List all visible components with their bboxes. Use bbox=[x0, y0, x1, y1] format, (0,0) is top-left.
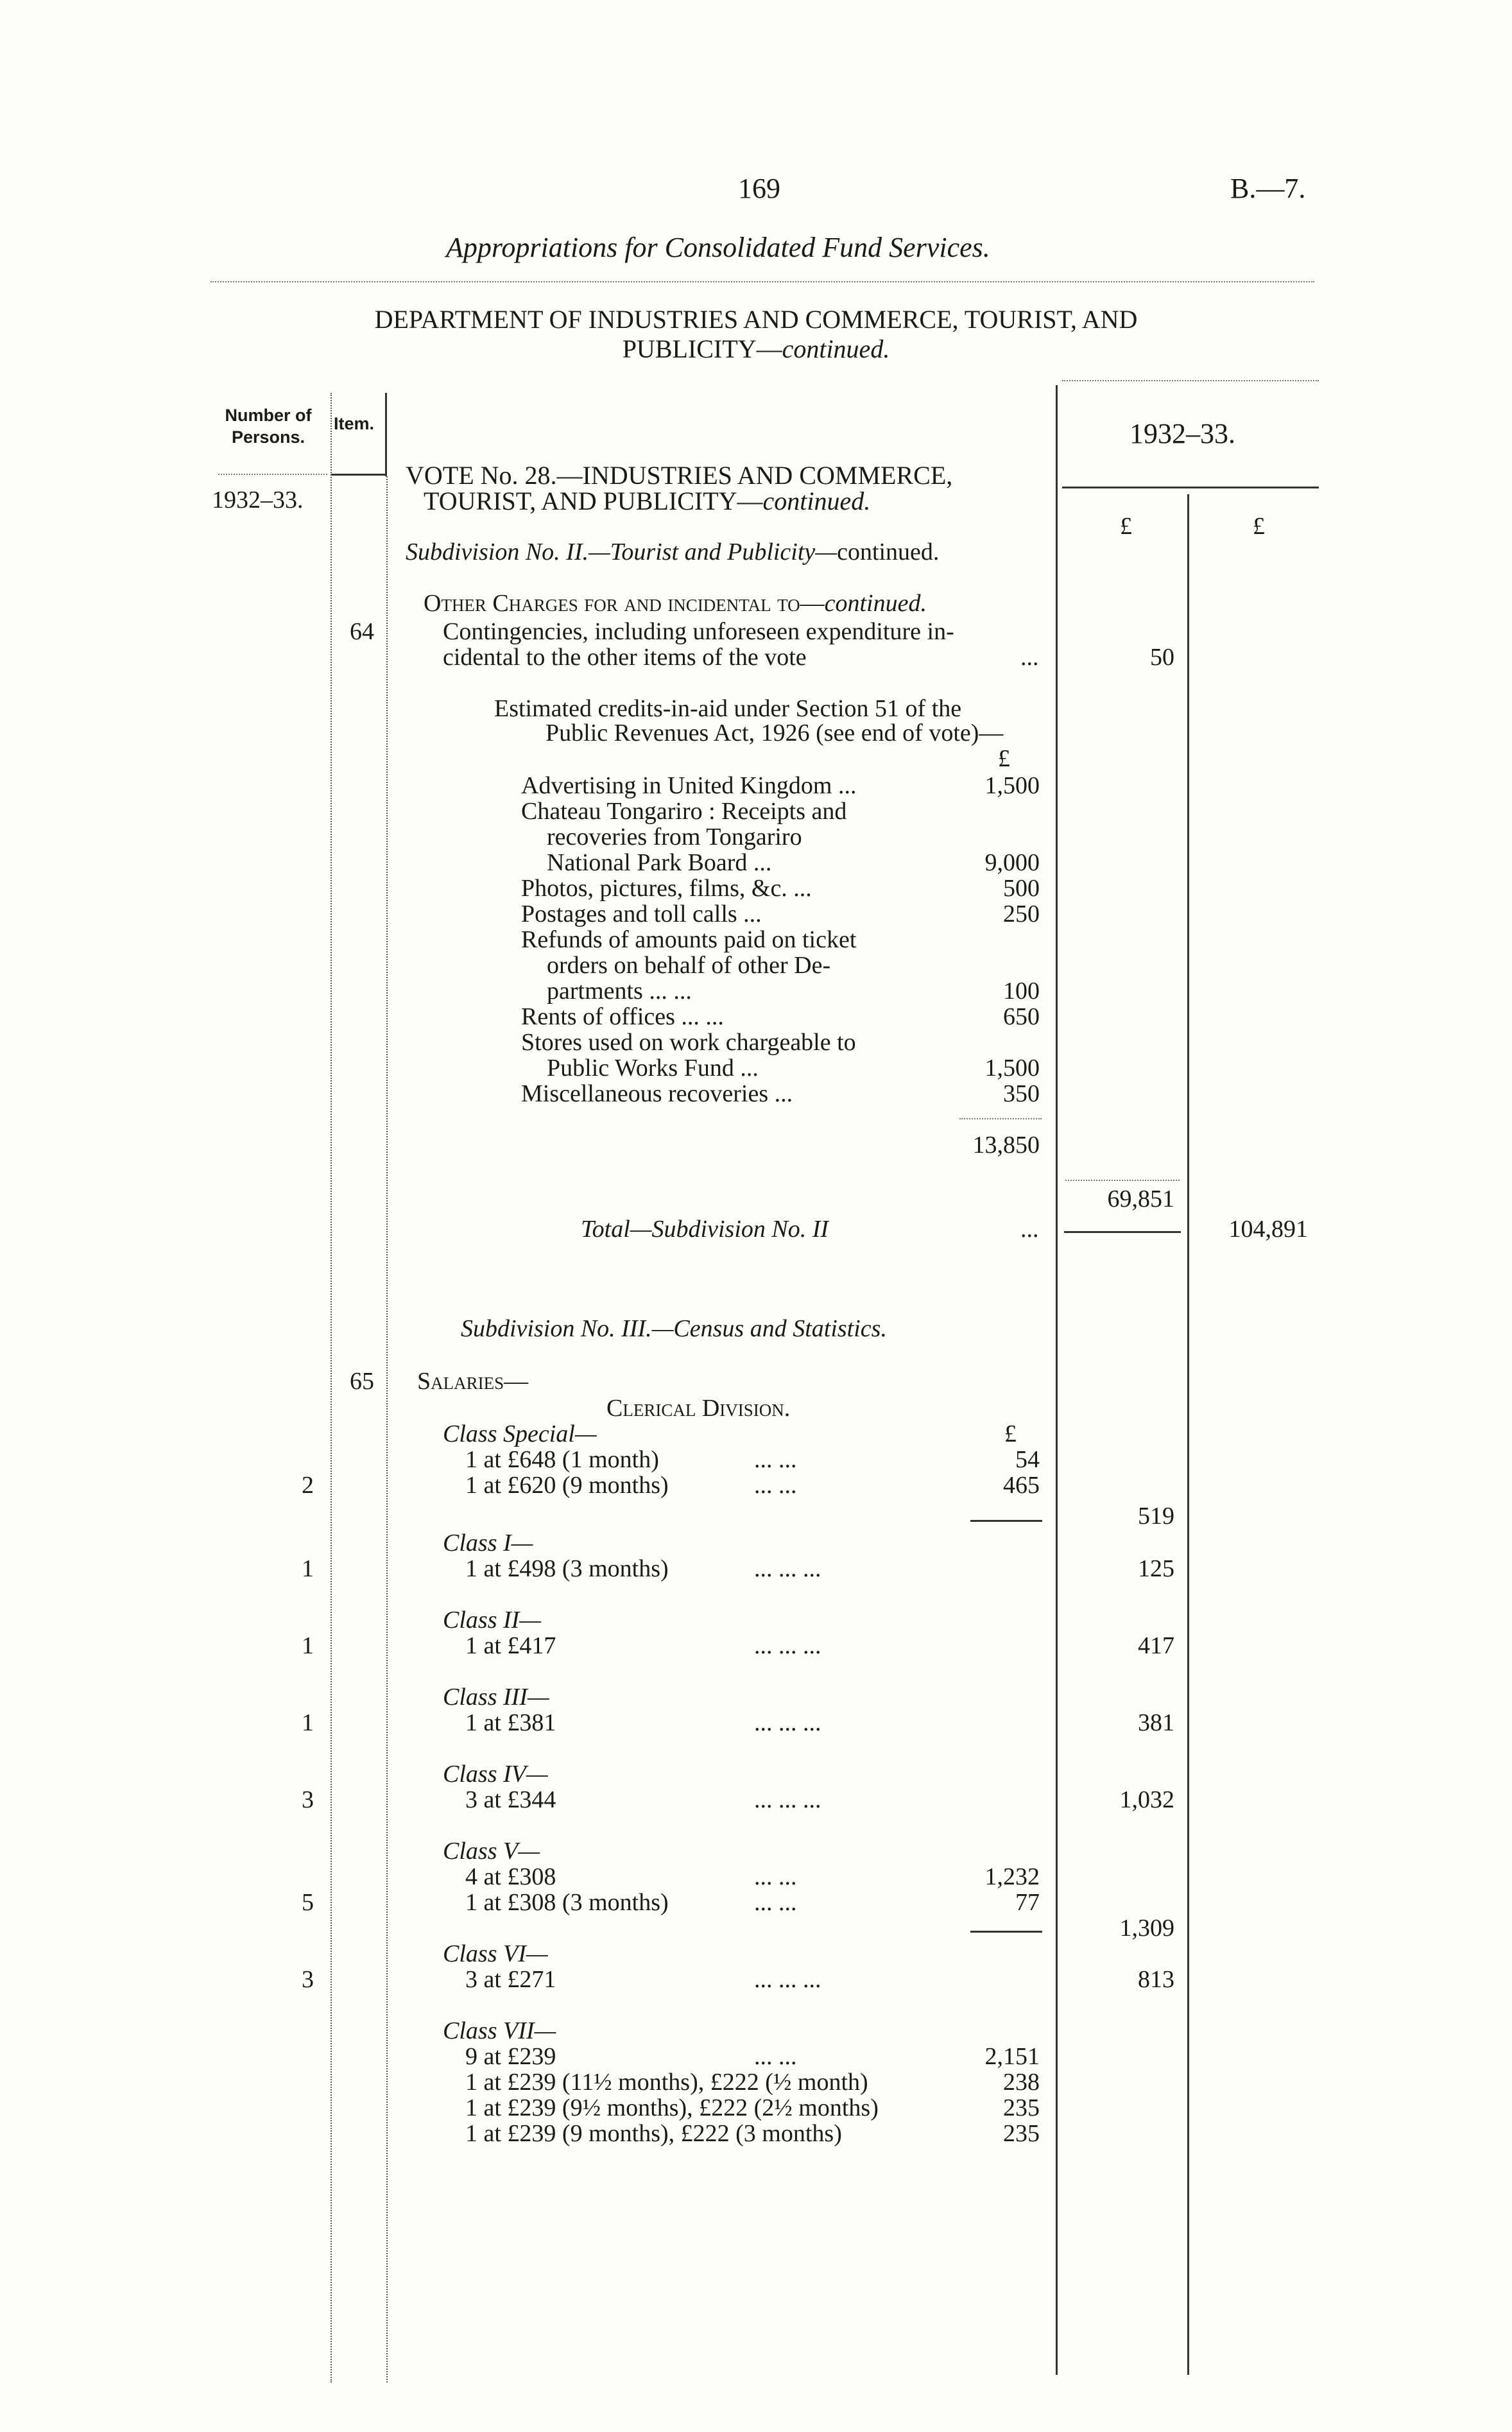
credit-amount: 9,000 bbox=[984, 849, 1040, 876]
column-rule bbox=[386, 476, 388, 2383]
credit-label: Miscellaneous recoveries ... bbox=[521, 1080, 793, 1107]
credit-amount: 650 bbox=[1003, 1003, 1040, 1030]
salary-amount: 238 bbox=[1003, 2069, 1040, 2096]
salary-amount: 2,151 bbox=[984, 2043, 1040, 2070]
class-total: 1,309 bbox=[1119, 1915, 1174, 1942]
subdivision-2-total-label: Total—Subdivision No. II bbox=[581, 1216, 829, 1243]
persons-count: 1 bbox=[302, 1555, 314, 1582]
class-label: Class III— bbox=[443, 1684, 549, 1711]
rule bbox=[959, 1118, 1042, 1119]
credits-line-1: Estimated credits-in-aid under Section 51 of the bbox=[494, 695, 962, 722]
contingencies-dots: ... bbox=[1020, 644, 1039, 671]
persons-count: 1 bbox=[302, 1709, 314, 1736]
rule bbox=[1062, 487, 1319, 488]
salaries-heading: Salaries— bbox=[417, 1368, 529, 1395]
subdivision-2-total: 104,891 bbox=[1228, 1216, 1308, 1243]
credit-label: Photos, pictures, films, &c. ... bbox=[521, 875, 812, 902]
item-number-64: 64 bbox=[350, 618, 374, 645]
page-number: 169 bbox=[738, 173, 780, 204]
class-label: Class Special— bbox=[443, 1420, 597, 1447]
salary-amount: 235 bbox=[1003, 2094, 1040, 2121]
number-of-persons-header: Number of Persons. bbox=[225, 406, 312, 447]
rule bbox=[218, 474, 327, 475]
department-line-1: DEPARTMENT OF INDUSTRIES AND COMMERCE, TOURIST, AND bbox=[374, 305, 1138, 334]
salary-dots: ... ... bbox=[754, 1863, 797, 1890]
persons-count: 3 bbox=[302, 1786, 314, 1813]
salary-line: 1 at £620 (9 months) bbox=[465, 1472, 669, 1499]
pound-column-b: £ bbox=[1253, 513, 1265, 540]
persons-count: 1 bbox=[302, 1632, 314, 1659]
column-rule bbox=[331, 393, 332, 2383]
rule bbox=[1065, 1180, 1180, 1181]
class-total: 125 bbox=[1138, 1555, 1174, 1582]
contingencies-line-1: Contingencies, including unforeseen expenditure in- bbox=[443, 618, 954, 645]
class-label: Class IV— bbox=[443, 1761, 548, 1788]
class-total: 381 bbox=[1138, 1709, 1174, 1736]
subdivision-2-subtotal: 69,851 bbox=[1107, 1186, 1174, 1212]
class-total: 1,032 bbox=[1119, 1786, 1174, 1813]
rule bbox=[970, 1520, 1042, 1522]
salary-line: 1 at £417 bbox=[465, 1632, 556, 1659]
class-total: 519 bbox=[1138, 1503, 1174, 1530]
salary-line: 4 at £308 bbox=[465, 1863, 556, 1890]
salary-line: 1 at £239 (9 months), £222 (3 months) bbox=[465, 2120, 842, 2147]
class-label: Class V— bbox=[443, 1838, 540, 1865]
rule bbox=[1062, 380, 1319, 381]
pound-column-a: £ bbox=[1120, 513, 1132, 540]
salary-line: 1 at £648 (1 month) bbox=[465, 1446, 659, 1473]
class-label: Class I— bbox=[443, 1530, 533, 1557]
vote-line-2: TOURIST, AND PUBLICITY—continued. bbox=[424, 487, 871, 515]
salary-dots: ... ... ... bbox=[754, 1555, 821, 1582]
vote-line-1: VOTE No. 28.—INDUSTRIES AND COMMERCE, bbox=[406, 461, 953, 490]
salary-line: 1 at £381 bbox=[465, 1709, 556, 1736]
subdivision-3-heading: Subdivision No. III.—Census and Statistics. bbox=[461, 1315, 887, 1342]
subdivision-2-total-dots: ... bbox=[1020, 1216, 1039, 1243]
credit-amount: 1,500 bbox=[984, 772, 1040, 799]
salary-amount: 235 bbox=[1003, 2120, 1040, 2147]
item-number-65: 65 bbox=[350, 1368, 374, 1395]
salary-dots: ... ... bbox=[754, 1472, 797, 1499]
other-charges-heading: Other Charges for and incidental to—continued. bbox=[424, 590, 927, 617]
credit-amount: 250 bbox=[1003, 901, 1040, 927]
salary-pound: £ bbox=[1004, 1420, 1017, 1447]
year-left-header: 1932–33. bbox=[212, 487, 304, 513]
class-total: 417 bbox=[1138, 1632, 1174, 1659]
document-code: B.—7. bbox=[1230, 173, 1306, 204]
salary-dots: ... ... bbox=[754, 1446, 797, 1473]
page-title: Appropriations for Consolidated Fund Services. bbox=[446, 232, 990, 263]
salary-line: 3 at £344 bbox=[465, 1786, 556, 1813]
column-rule bbox=[385, 393, 387, 476]
salary-amount: 1,232 bbox=[984, 1863, 1040, 1890]
credit-label: Public Works Fund ... bbox=[547, 1055, 759, 1082]
salary-line: 9 at £239 bbox=[465, 2043, 556, 2070]
credit-label: orders on behalf of other De- bbox=[547, 952, 831, 979]
salary-dots: ... ... bbox=[754, 1889, 797, 1916]
salary-line: 1 at £239 (9½ months), £222 (2½ months) bbox=[465, 2094, 879, 2121]
credit-label: Stores used on work chargeable to bbox=[521, 1029, 856, 1056]
credit-label: partments ... ... bbox=[547, 978, 692, 1005]
credit-label: Refunds of amounts paid on ticket bbox=[521, 926, 857, 953]
department-line-2: PUBLICITY—continued. bbox=[622, 334, 890, 363]
item-header: Item. bbox=[334, 414, 375, 433]
credit-label: National Park Board ... bbox=[547, 849, 772, 876]
rule bbox=[970, 1931, 1042, 1933]
year-right-header: 1932–33. bbox=[1130, 418, 1235, 449]
credits-total: 13,850 bbox=[972, 1132, 1040, 1159]
credit-amount: 100 bbox=[1003, 978, 1040, 1005]
salary-amount: 465 bbox=[1003, 1472, 1040, 1499]
salary-dots: ... ... ... bbox=[754, 1709, 821, 1736]
class-label: Class II— bbox=[443, 1607, 542, 1634]
subdivision-2-heading: Subdivision No. II.—Tourist and Publicity—continued. bbox=[406, 539, 940, 565]
credits-pound: £ bbox=[998, 745, 1010, 772]
column-rule bbox=[1187, 494, 1189, 2375]
division-heading: Clerical Division. bbox=[606, 1395, 791, 1422]
column-rule bbox=[1056, 385, 1058, 2375]
credits-line-2: Public Revenues Act, 1926 (see end of vote)— bbox=[546, 720, 1004, 746]
salary-amount: 77 bbox=[1015, 1889, 1040, 1916]
credit-label: Chateau Tongariro : Receipts and bbox=[521, 798, 847, 825]
credit-label: Advertising in United Kingdom ... bbox=[521, 772, 857, 799]
salary-line: 1 at £498 (3 months) bbox=[465, 1555, 669, 1582]
salary-dots: ... ... ... bbox=[754, 1632, 821, 1659]
persons-count: 2 bbox=[302, 1472, 314, 1499]
salary-amount: 54 bbox=[1015, 1446, 1040, 1473]
credit-label: recoveries from Tongariro bbox=[547, 824, 802, 850]
class-label: Class VI— bbox=[443, 1940, 548, 1967]
credit-amount: 1,500 bbox=[984, 1055, 1040, 1082]
credit-amount: 350 bbox=[1003, 1080, 1040, 1107]
salary-line: 1 at £239 (11½ months), £222 (½ month) bbox=[465, 2069, 868, 2096]
credit-amount: 500 bbox=[1003, 875, 1040, 902]
salary-dots: ... ... bbox=[754, 2043, 797, 2070]
class-label: Class VII— bbox=[443, 2017, 556, 2044]
header-divider bbox=[210, 281, 1314, 282]
contingencies-amount: 50 bbox=[1150, 644, 1174, 671]
contingencies-line-2: cidental to the other items of the vote bbox=[443, 644, 807, 671]
salary-line: 3 at £271 bbox=[465, 1966, 556, 1993]
salary-line: 1 at £308 (3 months) bbox=[465, 1889, 669, 1916]
rule bbox=[1064, 1231, 1181, 1233]
credit-label: Rents of offices ... ... bbox=[521, 1003, 724, 1030]
rule bbox=[331, 474, 386, 476]
salary-dots: ... ... ... bbox=[754, 1966, 821, 1993]
salary-dots: ... ... ... bbox=[754, 1786, 821, 1813]
persons-count: 5 bbox=[302, 1889, 314, 1916]
credit-label: Postages and toll calls ... bbox=[521, 901, 762, 927]
class-total: 813 bbox=[1138, 1966, 1174, 1993]
persons-count: 3 bbox=[302, 1966, 314, 1993]
